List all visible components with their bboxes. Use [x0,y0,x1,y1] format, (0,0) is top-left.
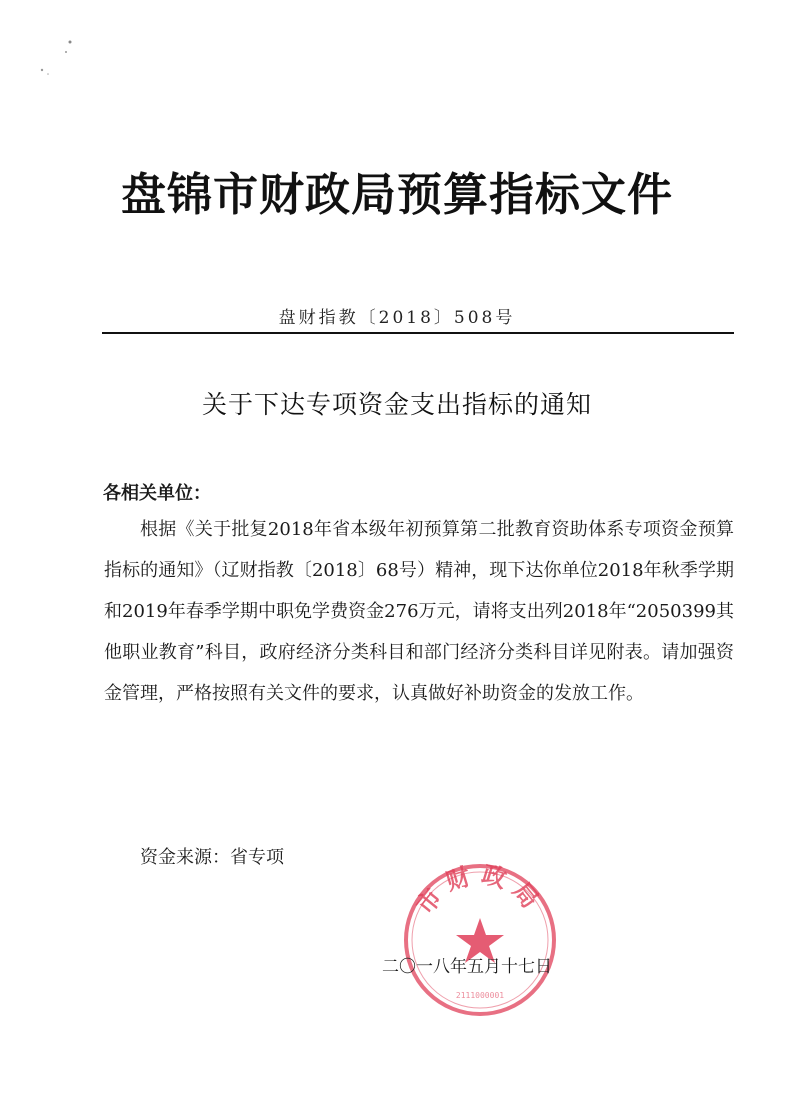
svg-text:市财政局: 市财政局 [410,860,550,920]
scan-speckle-marks [30,30,90,90]
salutation: 各相关单位： [103,483,211,504]
fund-source: 资金来源：省专项 [140,847,284,868]
notice-title: 关于下达专项资金支出指标的通知 [201,390,592,419]
notice-body: 根据《关于批复2018年省本级年初预算第二批教育资助体系专项资金预算指标的通知》（辽财指教〔2018〕68号）精神，现下达你单位2018年秋季学期和2019年春季学期中职免学费资金276万元，请将支出列2018年“2050399其他职业教育”科目，政府经济分类科目和部门经济分类科目详见附表。请加强资金管理，严格按照有关文件的要求，认真做好补助资金的发放工作。 [104,519,734,704]
svg-text:2111000001: 2111000001 [455,991,505,1000]
document-header-title: 盘锦市财政局预算指标文件 [120,168,673,221]
document-number: 盘财指教〔2018〕508号 [278,308,516,328]
document-date: 二〇一八年五月十七日 [382,957,552,977]
header-divider [102,332,734,334]
official-seal-stamp [400,860,560,1020]
